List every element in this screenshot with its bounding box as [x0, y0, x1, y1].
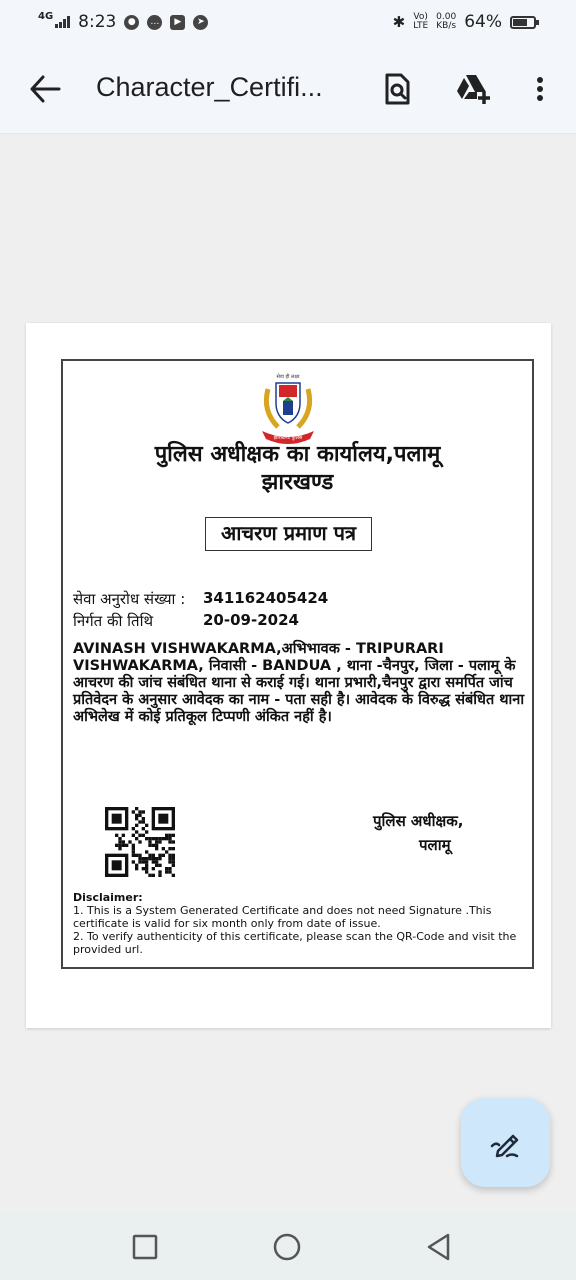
- certificate-body: AVINASH VISHWAKARMA,अभिभावक - TRIPURARI VISHWAKARMA, निवासी - BANDUA , थाना -चैनपुर, जिला - पलामू के आचरण की जांच संबंधित थाना से कराई गई। थाना प्रभारी,चैनपुर द्वारा समर्पित जांच प्रतिवेदन के अनुसार आवेदक का नाम - पता सही है। आवेदक के विरुद्ध संबंधित थाना अभिलेख में कोई प्रतिकूल टिप्पणी अंकित नहीं है।: [73, 641, 525, 725]
- home-icon[interactable]: [272, 1232, 302, 1262]
- issue-label: निर्गत की तिथि: [73, 612, 154, 630]
- disclaimer: [73, 891, 525, 956]
- office-line-1: पुलिस अधीक्षक का कार्यालय,पलामू: [154, 442, 441, 467]
- battery-fill: [513, 19, 527, 26]
- speed-value: 0.00: [436, 12, 457, 22]
- mic-notification-icon: ●: [124, 15, 139, 30]
- signal-icon: [55, 16, 70, 28]
- signatory-line-1: पुलिस अधीक्षक,: [373, 812, 464, 830]
- office-title: [63, 441, 532, 497]
- more-vert-icon[interactable]: [528, 72, 552, 106]
- document-title: Character_Certifi...: [96, 72, 323, 102]
- bluetooth-icon: ✱: [392, 13, 406, 31]
- certificate-heading: आचरण प्रमाण पत्र: [205, 517, 372, 551]
- volte-top: Vo): [413, 12, 428, 22]
- document-page[interactable]: [26, 323, 551, 1028]
- navigation-bar: [0, 1212, 576, 1280]
- compass-notification-icon: ➤: [193, 15, 208, 30]
- clock: 8:23: [78, 12, 117, 32]
- signatory-line-2: पलामू: [419, 836, 451, 854]
- play-notification-icon: ▶: [170, 15, 185, 30]
- pen-edit-icon: [489, 1126, 523, 1160]
- battery-icon: [510, 16, 536, 29]
- request-number-row: [73, 589, 329, 609]
- disclaimer-item-1: 1. This is a System Generated Certificate and does not need Signature .This certificate is valid for six month only from date of issue.: [73, 904, 492, 930]
- office-line-2: झारखण्ड: [261, 470, 334, 495]
- back-arrow-icon[interactable]: [28, 74, 62, 104]
- disclaimer-title: Disclaimer:: [73, 891, 143, 904]
- data-speed: [436, 13, 456, 31]
- volte-indicator: [413, 13, 428, 31]
- police-emblem-logo: [248, 369, 328, 449]
- request-number: 341162405424: [203, 589, 329, 607]
- issue-date: 20-09-2024: [203, 611, 299, 629]
- status-bar: [0, 0, 576, 44]
- drive-add-icon[interactable]: [455, 72, 493, 106]
- certificate-frame: [61, 359, 534, 969]
- document-search-icon[interactable]: [380, 72, 414, 106]
- signatory: [373, 809, 503, 857]
- network-type: 4G: [38, 11, 54, 22]
- edit-fab-button[interactable]: [461, 1098, 550, 1187]
- recent-apps-icon[interactable]: [130, 1232, 160, 1262]
- back-nav-icon[interactable]: [424, 1232, 454, 1262]
- issue-date-row: [73, 611, 373, 631]
- app-bar: [0, 44, 576, 134]
- volte-bottom: LTE: [413, 21, 429, 31]
- logo-motto: सेवा ही लक्ष्य: [276, 374, 300, 380]
- speed-unit: KB/s: [436, 21, 457, 31]
- status-left: [38, 12, 208, 32]
- qr-code[interactable]: [105, 807, 175, 877]
- chat-notification-icon: …: [147, 15, 162, 30]
- disclaimer-item-2: 2. To verify authenticity of this certificate, please scan the QR-Code and visit the provided url.: [73, 930, 517, 956]
- battery-percent: 64%: [464, 12, 502, 32]
- status-right: [393, 12, 536, 32]
- request-label: सेवा अनुरोध संख्या :: [73, 590, 186, 608]
- logo-ribbon-text: झारखण्ड पुलिस: [273, 435, 303, 441]
